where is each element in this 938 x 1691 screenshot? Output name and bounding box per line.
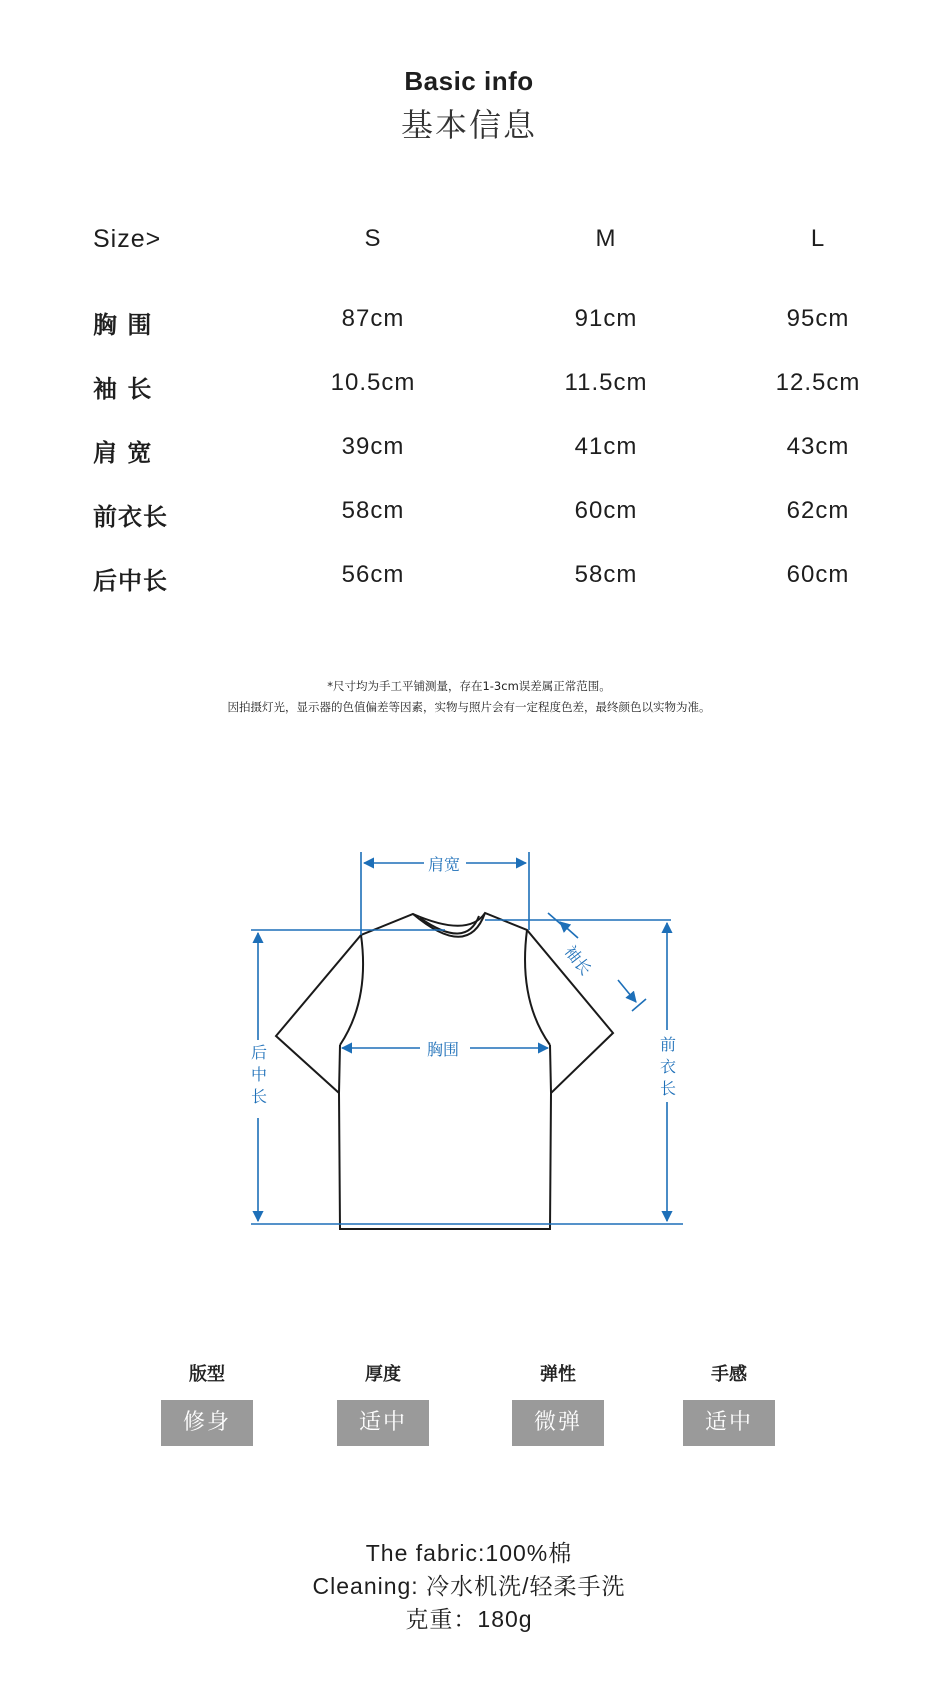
fabric-weight: 克重：180g	[405, 1606, 533, 1632]
attribute-value-badge: 微弹	[512, 1400, 604, 1446]
sleeve-length-label: 袖长	[560, 940, 598, 979]
measurement-lines	[251, 852, 683, 1224]
size-row-back-length	[93, 561, 873, 625]
row-value-l: 43cm	[786, 433, 850, 460]
back-length-label: 后中长	[250, 1043, 267, 1106]
row-value-l: 95cm	[786, 305, 850, 332]
row-value-m: 91cm	[574, 305, 638, 332]
size-header-l: L	[810, 225, 826, 252]
size-row-chest	[93, 305, 873, 369]
size-header-label: Size>	[93, 225, 162, 253]
attribute-label: 厚度	[365, 1364, 401, 1385]
title-english: Basic info	[404, 66, 534, 96]
attribute-fit	[161, 1360, 253, 1446]
size-header-m: M	[595, 225, 617, 252]
attribute-label: 手感	[711, 1364, 747, 1385]
row-label: 肩 宽	[93, 439, 153, 467]
row-label: 前衣长	[93, 503, 168, 531]
attribute-label: 版型	[189, 1364, 225, 1385]
attribute-thickness	[337, 1360, 429, 1446]
title-chinese: 基本信息	[400, 106, 537, 144]
row-label: 袖 长	[93, 375, 153, 403]
row-value-m: 11.5cm	[564, 369, 648, 396]
measurement-note: *尺寸均为手工平铺测量，存在1-3cm误差属正常范围。	[327, 679, 611, 693]
size-row-front-length	[93, 497, 873, 561]
size-table	[93, 225, 873, 625]
size-row-sleeve	[93, 369, 873, 433]
color-note: 因拍摄灯光，显示器的色值偏差等因素，实物与照片会有一定程度色差，最终颜色以实物为准。	[227, 700, 711, 714]
front-length-label: 前衣长	[659, 1035, 676, 1098]
row-value-s: 10.5cm	[330, 369, 416, 396]
attribute-value-badge: 适中	[683, 1400, 775, 1446]
cleaning-instructions: Cleaning: 冷水机洗/轻柔手洗	[312, 1573, 626, 1599]
row-value-s: 39cm	[341, 433, 405, 460]
size-row-shoulder	[93, 433, 873, 497]
row-value-m: 58cm	[574, 561, 638, 588]
row-label: 后中长	[93, 567, 168, 595]
size-header-s: S	[364, 225, 382, 252]
attribute-label: 弹性	[540, 1364, 576, 1385]
attribute-value-badge: 适中	[337, 1400, 429, 1446]
chest-label: 胸围	[427, 1037, 459, 1060]
attribute-value-badge: 修身	[161, 1400, 253, 1446]
row-label: 胸 围	[93, 311, 153, 339]
row-value-l: 62cm	[786, 497, 850, 524]
row-value-l: 60cm	[786, 561, 850, 588]
row-value-m: 41cm	[574, 433, 638, 460]
row-value-s: 56cm	[341, 561, 405, 588]
row-value-s: 87cm	[341, 305, 405, 332]
row-value-l: 12.5cm	[775, 369, 861, 396]
shoulder-width-label: 肩宽	[428, 852, 460, 875]
tshirt-outline	[276, 913, 613, 1229]
row-value-s: 58cm	[341, 497, 405, 524]
size-table-header	[93, 225, 873, 305]
fabric-material: The fabric:100%棉	[365, 1540, 573, 1566]
row-value-m: 60cm	[574, 497, 638, 524]
attribute-hand-feel	[683, 1360, 775, 1446]
attribute-elasticity	[512, 1360, 604, 1446]
